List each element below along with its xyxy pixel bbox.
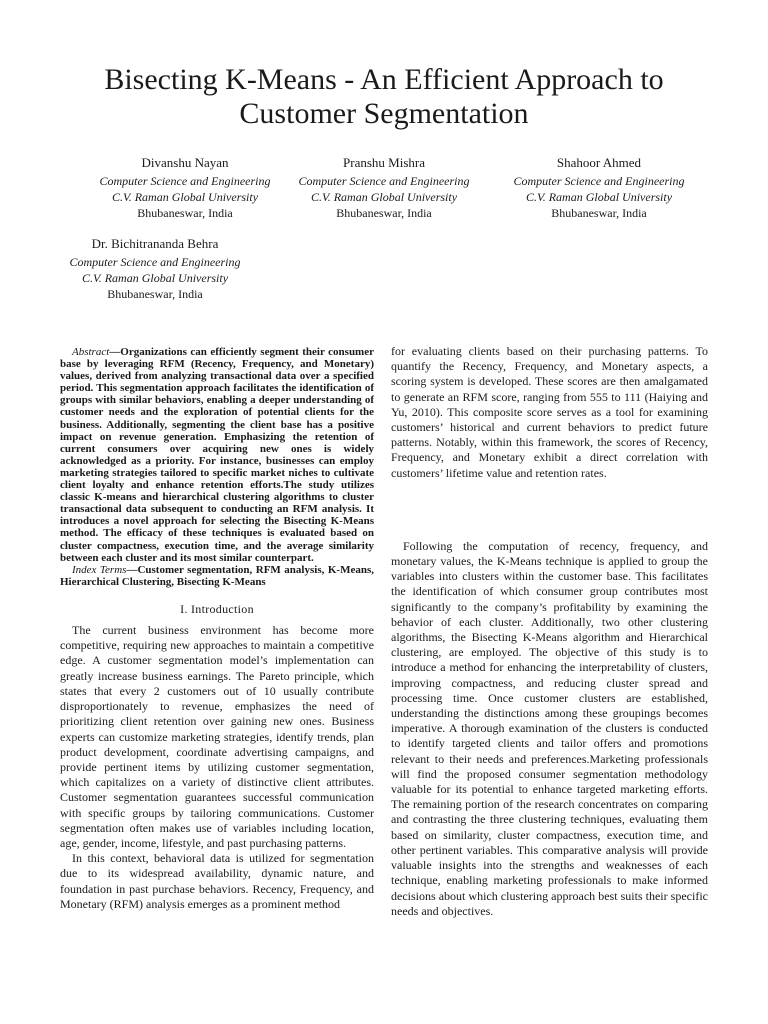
author-department: Computer Science and Engineering [298, 174, 470, 188]
author-location: Bhubaneswar, India [137, 206, 233, 220]
author-name: Shahoor Ahmed [556, 155, 642, 170]
abstract [60, 346, 374, 564]
author-location: Bhubaneswar, India [107, 287, 203, 301]
author-name: Dr. Bichitrananda Behra [91, 236, 219, 251]
author-organization: C.V. Raman Global University [525, 190, 673, 204]
title-line-1: Bisecting K-Means - An Efficient Approach to [104, 63, 664, 96]
right-column [391, 344, 708, 919]
author-name: Divanshu Nayan [141, 155, 229, 170]
index-terms-label: Index Terms [72, 563, 127, 576]
author-organization: C.V. Raman Global University [310, 190, 458, 204]
author-department: Computer Science and Engineering [69, 255, 241, 269]
author-block-4 [30, 235, 280, 302]
author-organization: C.V. Raman Global University [81, 271, 229, 285]
title-line-2: Customer Segmentation [239, 97, 529, 130]
index-terms [60, 564, 374, 588]
author-block-2 [259, 154, 509, 221]
abstract-text: —Organizations can efficiently segment their consumer base by leveraging RFM (Recency, Frequency, and Monetary) values, derived from analyzing transactional data over a specified period. This segmentation approach facilitates the identification of groups with similar behaviors, enabling a deeper understanding of customer needs and the exploration of potential clients for the business. Additionally, segmenting the client base has a positive impact on revenue generation. Emphasizing the retention of current consumers over acquiring new ones is widely acknowledged as a priority. For instance, businesses can employ marketing strategies tailored to specific market niches to cultivate client loyalty and enhance retention efforts.The study utilizes classic K-means and hierarchical clustering algorithms to cluster transactional data subsequent to conducting an RFM analysis. It introduces a novel approach for selecting the Bisecting K-Means method. The efficacy of these techniques is evaluated based on cluster compactness, execution time, and the average similarity between each cluster and its most similar counterpart. [60, 346, 374, 564]
paper-title [40, 63, 728, 131]
index-terms-text: —Customer segmentation, RFM analysis, K-Means, Hierarchical Clustering, Bisecting K-Means [60, 563, 374, 588]
author-block-3 [474, 154, 724, 221]
author-location: Bhubaneswar, India [551, 206, 647, 220]
author-name: Pranshu Mishra [343, 155, 425, 170]
paragraph: Following the computation of recency, frequency, and monetary values, the K-Means technique is applied to group the variables into clusters within the customer base. This facilitates the identification of which consumer group contributes most significantly to the company’s profitability by examining the behavior of each cluster. Additionally, two other clustering algorithms, the Bisecting K-Means algorithm and Hierarchical clustering, are employed. The objective of this study is to introduce a method for enhancing the interpretability of clusters, improving compactness, and reducing cluster spread and processing time. Once customer clusters are established, understanding the distinctions among these groupings becomes imperative. A thorough examination of the clusters is conducted to identify targeted clients and tailor offers and promotions relevant to their needs and preferences.Marketing professionals will find the proposed consumer segmentation methodology valuable for its potential to enhance targeted marketing efforts. The remaining portion of the research concentrates on comparing and contrasting the three clustering techniques, evaluating them based on similarity, cluster compactness, execution time, and other pertinent variables. This comparative analysis will provide valuable insights into the strengths and weaknesses of each technique, enabling marketing professionals to make informed decisions about which clustering approach best suits their specific needs and objectives. [391, 538, 708, 918]
paragraph: The current business environment has become more competitive, requiring new approaches to maintain a competitive edge. A customer segmentation model’s implementation can greatly increase business earnings. The Pareto principle, which states that every 2 customers out of 10 usually contribute disproportionately to revenue, emphasizes the need of prioritizing client retention over gaining new ones. Business experts can customize marketing strategies, identify trends, plan product development, coordinate advertising campaigns, and provide pertinent items by utilizing customer segmentation, which capitalizes on a variety of distinctive client attributes. Customer segmentation guarantees successful communication with specific groups by tailoring communications. Customer segmentation often makes use of variables including location, age, gender, income, lifestyle, and past purchasing patterns. [60, 623, 374, 850]
abstract-label: Abstract [72, 346, 110, 358]
author-department: Computer Science and Engineering [513, 174, 685, 188]
left-column [60, 346, 374, 912]
paragraph-continued: for evaluating clients based on their purchasing patterns. To quantify the Recency, Frequency, and Monetary aspects, a scoring system is developed. These scores are then amalgamated to generate an RFM score, ranging from 555 to 111 (Haiying and Yu, 2010). This composite score serves as a tool for examining customers’ historical and current behaviors to predict future patterns. Notably, within this framework, the scores of Recency, Frequency, and Monetary exhibit a direct correlation with customers’ lifetime value and retention rates. [391, 344, 708, 480]
author-department: Computer Science and Engineering [99, 174, 271, 188]
author-organization: C.V. Raman Global University [111, 190, 259, 204]
section-heading-introduction: I. Introduction [180, 601, 254, 616]
author-location: Bhubaneswar, India [336, 206, 432, 220]
paragraph: In this context, behavioral data is utilized for segmentation due to its widespread availability, dynamic nature, and foundation in past purchase behaviors. Recency, Frequency, and Monetary (RFM) analysis emerges as a prominent method [60, 851, 374, 911]
